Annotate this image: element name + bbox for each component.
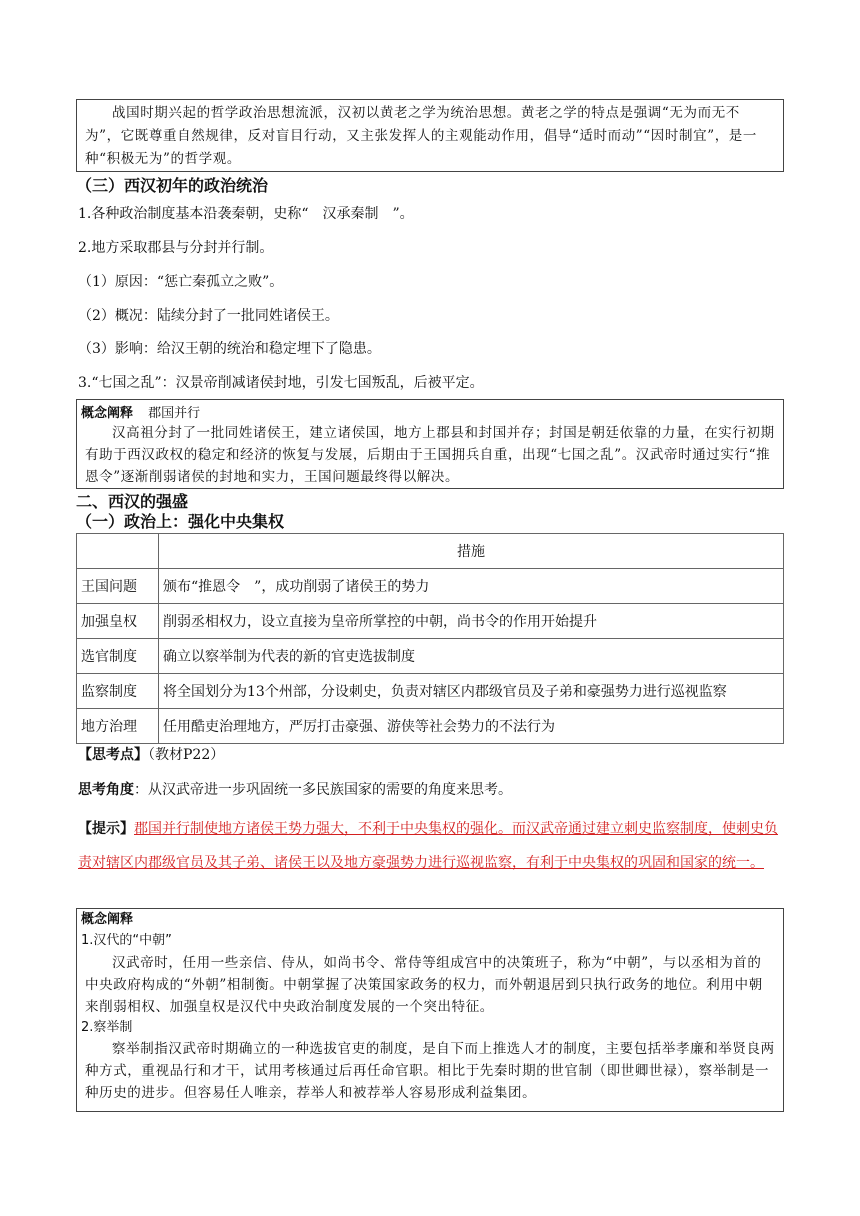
concept-label: 概念阐释 [81,406,134,421]
table-cell: 将全国划分为13个州部，分设刺史，负责对辖区内郡级官员及子弟和豪强势力进行巡视监察 [159,674,784,709]
think-angle [78,780,512,800]
section-heading-xihan-strong: 二、西汉的强盛 [76,492,189,511]
hint-paragraph [78,812,784,880]
think-angle-text: ：从汉武帝进一步巩固统一多民族国家的需要的角度来思考。 [134,782,512,798]
concept-label: 概念阐释 [81,912,134,927]
concept-term: 郡国并行 [148,406,201,421]
concept-heading [81,402,775,422]
sub-item-3: （3）影响：给汉王朝的统治和稳定埋下了隐患。 [78,341,381,357]
table-cell: 王国问题 [77,569,159,604]
sub-item-2: （2）概况：陆续分封了一批同姓诸侯王。 [78,308,339,324]
sub-item-1: （1）原因：“惩亡秦孤立之败”。 [78,274,284,290]
think-point-ref: （教材P22） [148,747,225,763]
table-cell: 削弱丞相权力，设立直接为皇帝所掌控的中朝，尚书令的作用开始提升 [159,604,784,639]
huanglao-text: 战国时期兴起的哲学政治思想流派，汉初以黄老之学为统治思想。黄老之学的特点是强调“无为而无不为”，它既尊重自然规律，反对盲目行动，又主张发挥人的主观能动作用，倡导“适时而动”“因时制宜”，是一种“积极无为”的哲学观。 [85,105,758,167]
table-cell: 监察制度 [77,674,159,709]
table-cell: 任用酷吏治理地方，严厉打击豪强、游侠等社会势力的不法行为 [159,709,784,744]
measures-table [76,533,784,744]
think-point-heading [78,745,224,765]
item-2: 2.地方采取郡县与分封并行制。 [78,240,274,256]
table-row [77,569,784,604]
table-cell: 加强皇权 [77,604,159,639]
table-cell: 地方治理 [77,709,159,744]
concept-subheading-chaju: 2.察举制 [81,1020,133,1035]
hint-label: 【提示】 [78,821,134,837]
sub-heading-centralization: （一）政治上：强化中央集权 [76,512,285,531]
zhongchao-text: 汉武帝时，任用一些亲信、侍从，如尚书令、常侍等组成宫中的决策班子，称为“中朝”，与以丞相为首的中央政府构成的“外朝”相制衡。中朝掌握了决策国家政务的权力，而外朝退居到只执行政务的地位。利用中朝来削弱相权、加强皇权是汉代中央政治制度发展的一个突出特征。 [85,955,763,1015]
concept-box-huanglao [76,99,784,172]
table-row [77,639,784,674]
table-cell: 选官制度 [77,639,159,674]
table-header-cell [77,534,159,569]
think-point-title: 【思考点】 [78,747,148,763]
think-angle-label: 思考角度 [78,782,134,798]
table-header-cell: 措施 [159,534,784,569]
concept-box-zhongchao [76,908,784,1112]
table-row [77,709,784,744]
table-row [77,674,784,709]
concept-box-junguo [76,399,784,489]
table-cell: 颁布“推恩令 ”，成功削弱了诸侯王的势力 [159,569,784,604]
table-row [77,604,784,639]
concept-subheading-zhongchao: 1.汉代的“中朝” [81,933,172,948]
chaju-text: 察举制指汉武帝时期确立的一种选拔官吏的制度，是自下而上推选人才的制度，主要包括举孝廉和举贤良两种方式，重视品行和才干，试用考核通过后再任命官职。相比于先秦时期的世官制（即世卿世禄），察举制是一种历史的进步。但容易任人唯亲，荐举人和被荐举人容易形成利益集团。 [85,1041,775,1101]
table-cell: 确立以察举制为代表的新的官吏选拔制度 [159,639,784,674]
item-3: 3.“七国之乱”：汉景帝削减诸侯封地，引发七国叛乱，后被平定。 [78,375,484,391]
item-1: 1.各种政治制度基本沿袭秦朝，史称“ 汉承秦制 ”。 [78,206,414,222]
table-header-row [77,534,784,569]
section-heading-xihan-early: （三）西汉初年的政治统治 [76,176,269,195]
hint-text: 郡国并行制使地方诸侯王势力强大，不利于中央集权的强化。而汉武帝通过建立刺史监察制度，使刺史负责对辖区内郡级官员及其子弟、诸侯王以及地方豪强势力进行巡视监察，有利于中央集权的巩固和国家的统一。 [78,821,778,871]
junguo-text: 汉高祖分封了一批同姓诸侯王，建立诸侯国，地方上郡县和封国并存；封国是朝廷依靠的力量，在实行初期有助于西汉政权的稳定和经济的恢复与发展，后期由于王国拥兵自重，出现“七国之乱”。汉武帝时通过实行“推恩令”逐渐削弱诸侯的封地和实力，王国问题最终得以解决。 [85,425,775,485]
